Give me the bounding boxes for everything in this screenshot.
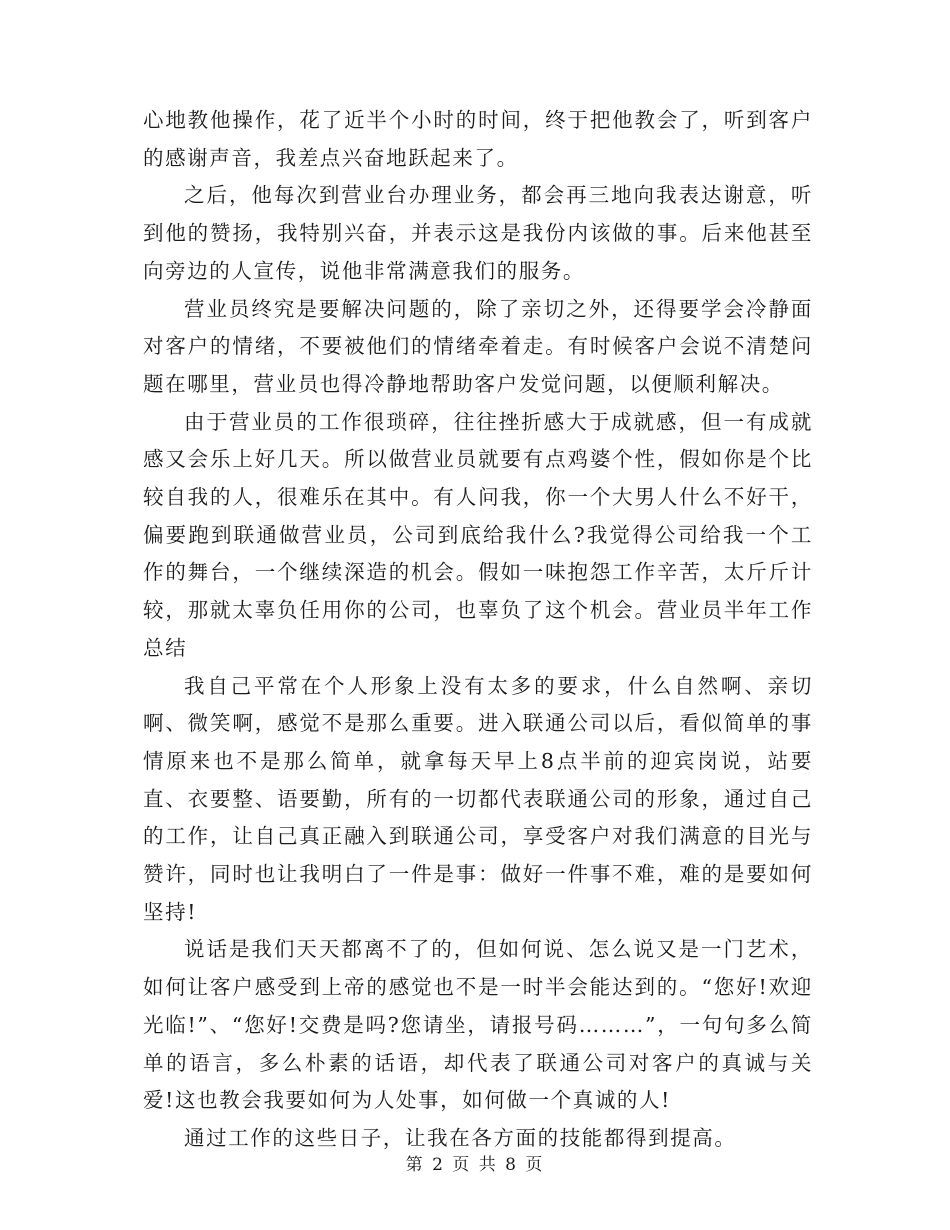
paragraph-6: 说话是我们天天都离不了的，但如何说、怎么说又是一门艺术，如何让客户感受到上帝的感觉也不是一时半会能达到的。“您好!欢迎光临!”、“您好!交费是吗?您请坐，请报号码………”，一句句多么简单的语言，多么朴素的话语，却代表了联通公司对客户的真诚与关爱!这也教会我要如何为人处事，如何做一个真诚的人! xyxy=(143,937,813,1113)
paragraph-2: 之后，他每次到营业台办理业务，都会再三地向我表达谢意，听到他的赞扬，我特别兴奋，并表示这是我份内该做的事。后来他甚至向旁边的人宣传，说他非常满意我们的服务。 xyxy=(143,183,813,283)
document-body xyxy=(143,102,813,1158)
page-number-footer: 第 2 页 共 8 页 xyxy=(405,1155,545,1175)
paragraph-3: 营业员终究是要解决问题的，除了亲切之外，还得要学会冷静面对客户的情绪，不要被他们的情绪牵着走。有时候客户会说不清楚问题在哪里，营业员也得冷静地帮助客户发觉问题，以便顺利解决。 xyxy=(143,296,813,396)
paragraph-5: 我自己平常在个人形象上没有太多的要求，什么自然啊、亲切啊、微笑啊，感觉不是那么重要。进入联通公司以后，看似简单的事情原来也不是那么简单，就拿每天早上8点半前的迎宾岗说，站要直、衣要整、语要勤，所有的一切都代表联通公司的形象，通过自己的工作，让自己真正融入到联通公司，享受客户对我们满意的目光与赞许，同时也让我明白了一件是事：做好一件事不难，难的是要如何坚持! xyxy=(143,673,813,924)
paragraph-1: 心地教他操作，花了近半个小时的时间，终于把他教会了，听到客户的感谢声音，我差点兴奋地跃起来了。 xyxy=(143,108,813,170)
paragraph-4: 由于营业员的工作很琐碎，往往挫折感大于成就感，但一有成就感又会乐上好几天。所以做营业员就要有点鸡婆个性，假如你是个比较自我的人，很难乐在其中。有人问我，你一个大男人什么不好干，偏要跑到联通做营业员，公司到底给我什么?我觉得公司给我一个工作的舞台，一个继续深造的机会。假如一味抱怨工作辛苦，太斤斤计较，那就太辜负任用你的公司，也辜负了这个机会。营业员半年工作总结 xyxy=(143,409,813,660)
paragraph-7: 通过工作的这些日子，让我在各方面的技能都得到提高。 xyxy=(184,1125,737,1150)
